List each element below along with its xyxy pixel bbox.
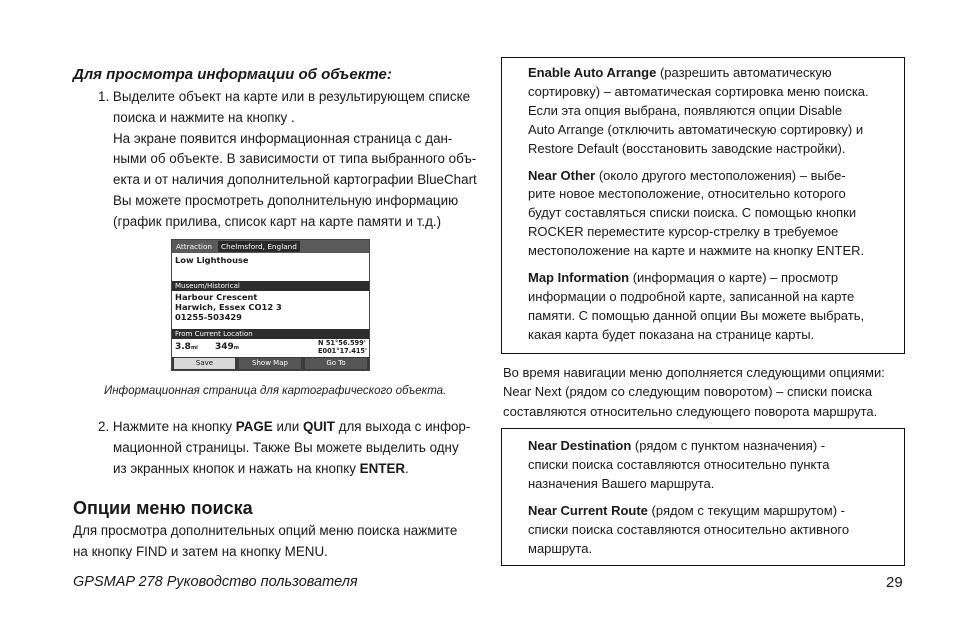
device-coordinates (318, 339, 367, 355)
nav-line: Near Next (рядом со следующим поворотом) – списки поиска (503, 384, 873, 400)
option-text: сортировку) – автоматическая сортировка меню поиска. (528, 83, 869, 99)
device-go-to-button[interactable]: Go To (305, 358, 367, 369)
option-title: Near Other (528, 167, 596, 183)
option-text: (рядом с текущим маршрутом) - (647, 502, 845, 518)
page-key: PAGE (235, 419, 273, 434)
footer-title: GPSMAP 278 Руководство пользователя (73, 574, 358, 590)
step-2-text: или (272, 419, 303, 434)
step-2-line (98, 459, 488, 480)
option-title: Map Information (528, 270, 630, 286)
device-distance-value: 3.8 (175, 342, 191, 352)
option-title: Near Current Route (528, 502, 648, 518)
option-text: списки поиска составляются относительно пункта (528, 456, 830, 472)
step-1 (98, 87, 488, 233)
instruction-heading: Для просмотра информации об объекте: (73, 66, 392, 83)
option-text: будут составляться списки поиска. С помощью кнопки (528, 205, 857, 221)
device-save-button[interactable]: Save (174, 358, 235, 369)
option-enable-auto-arrange (528, 64, 894, 159)
device-poi-name: Low Lighthouse (175, 255, 249, 265)
option-text: Restore Default (восстановить заводские настройки). (528, 140, 846, 156)
option-text: списки поиска составляются относительно активного (528, 521, 850, 537)
step-2-text: 2. Нажмите на кнопку (98, 419, 236, 434)
step-2-line (98, 417, 488, 438)
device-tab-bar (172, 240, 369, 253)
device-bearing (215, 343, 239, 354)
section-body (73, 521, 483, 563)
step-1-line: (график прилива, список карт на карте памяти и т.д.) (113, 213, 442, 229)
options-box-1 (501, 57, 905, 354)
device-button-bar (172, 357, 369, 370)
device-tab-attraction: Attraction (176, 242, 213, 251)
option-title: Enable Auto Arrange (528, 65, 657, 80)
device-address-line: Harbour Crescent (175, 292, 258, 302)
section-line: Для просмотра дополнительных опций меню поиска нажмите (73, 523, 458, 538)
option-text: ROCKER переместите курсор-стрелку в требуемое (528, 224, 839, 240)
option-title: Near Destination (528, 438, 632, 453)
device-tab-location: Chelmsford, England (218, 241, 300, 252)
step-1-line: екта и от наличия дополнительной картографии BlueChart (113, 172, 477, 188)
step-2 (98, 417, 488, 479)
enter-key: ENTER (359, 460, 406, 476)
device-distance (175, 343, 198, 354)
option-map-information (528, 269, 894, 345)
section-line: на кнопку FIND и затем на кнопку MENU. (73, 543, 328, 559)
step-1-line: На экране появится информационная страница с дан- (113, 130, 453, 146)
step-2-text: для выхода с инфор- (334, 419, 471, 434)
device-address-line: Harwich, Essex CO12 3 (175, 302, 282, 312)
nav-line: составляются относительно следующего поворота маршрута. (503, 403, 878, 419)
device-info-page-screenshot (171, 239, 370, 371)
option-text: (рядом с пунктом назначения) - (631, 438, 826, 453)
option-text: (информация о карте) – просмотр (629, 270, 839, 286)
option-text: назначения Вашего маршрута. (528, 475, 715, 491)
option-text: какая карта будет показана на странице карты. (528, 326, 815, 342)
option-text: рите новое местоположение, относительно которого (528, 186, 846, 202)
device-bearing-unit: m (233, 345, 240, 351)
section-title: Опции меню поиска (73, 498, 253, 518)
device-coord-n: N 51°56.599' (318, 339, 366, 347)
figure-caption: Информационная страница для картографического объекта. (104, 385, 447, 397)
option-text: местоположение на карте и нажмите на кнопку ENTER. (528, 243, 865, 259)
step-2-text: из экранных кнопок и нажать на кнопку (113, 460, 360, 476)
step-1-line: ными об объекте. В зависимости от типа выбранного объ- (113, 151, 477, 167)
device-poi-category: Museum/Historical (172, 281, 369, 291)
option-near-destination (528, 437, 894, 494)
device-distance-unit: mi (190, 345, 198, 351)
device-phone: 01255-503429 (175, 312, 242, 322)
option-text: информации о подробной карте, записанной на карте (528, 288, 855, 304)
device-location-label: From Current Location (172, 329, 369, 339)
device-bearing-value: 349 (215, 342, 234, 352)
options-box-2 (501, 428, 905, 566)
option-text: Auto Arrange (отключить автоматическую сортировку) и (528, 121, 864, 137)
device-show-map-button[interactable]: Show Map (239, 358, 301, 369)
step-1-line: поиска и нажмите на кнопку . (113, 109, 295, 125)
step-1-line: Вы можете просмотреть дополнительную информацию (113, 192, 459, 208)
nav-line: Во время навигации меню дополняется следующими опциями: (503, 365, 885, 380)
navigation-options-text (503, 363, 913, 421)
option-text: Если эта опция выбрана, появляются опции Disable (528, 102, 843, 118)
option-text: (разрешить автоматическую (656, 65, 832, 80)
option-near-current-route (528, 502, 894, 559)
option-text: памяти. С помощью данной опции Вы можете выбрать, (528, 307, 865, 323)
option-near-other (528, 167, 894, 262)
device-coord-e: E001°17.415' (318, 347, 368, 355)
quit-key: QUIT (302, 419, 335, 434)
step-2-line: мационной страницы. Также Вы можете выделить одну (113, 439, 459, 455)
option-text: (около другого местоположения) – выбе- (595, 167, 846, 183)
page-number: 29 (886, 574, 903, 591)
option-text: маршрута. (528, 540, 593, 556)
step-1-line: 1. Выделите объект на карте или в результирующем списке (98, 89, 471, 104)
step-2-text: . (405, 460, 409, 476)
